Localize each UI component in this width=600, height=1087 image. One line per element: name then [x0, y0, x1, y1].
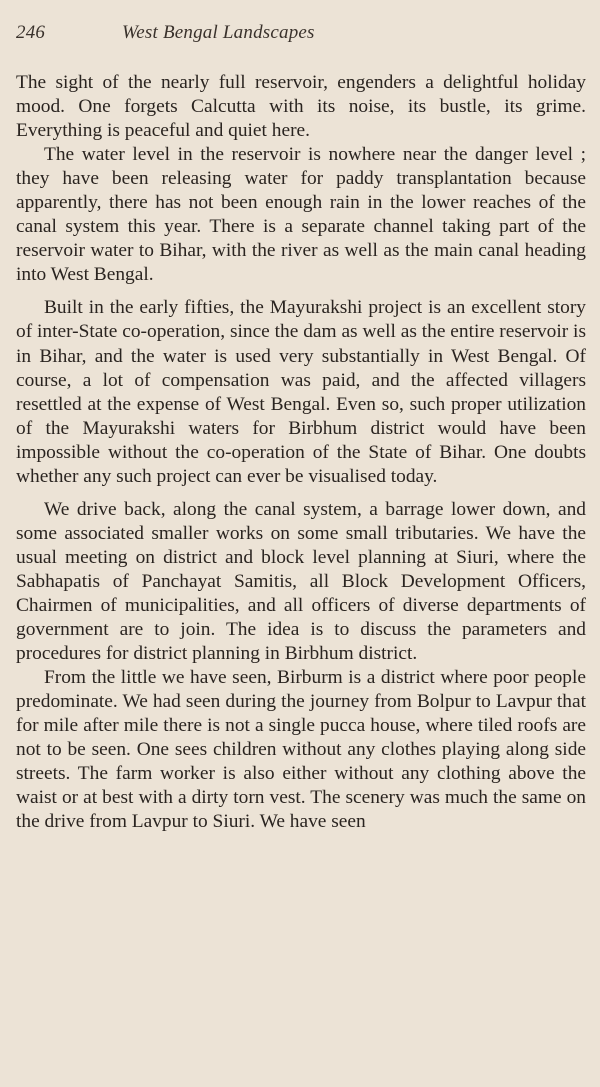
running-title: West Bengal Landscapes — [122, 22, 315, 43]
paragraph-5: From the little we have seen, Birburm is a district where poor people predominate. We had seen during the journey from Bolpur to Lavpur that for mile after mile there is not a single pucca house, where tiled roofs are not to be seen. One sees children without any clothes playing along side streets. The farm worker is also either without any clothing above the waist or at best with a dirty torn vest. The scenery was much the same on the drive from Lavpur to Siuri. We have seen — [16, 667, 586, 833]
paragraph-3: Built in the early fifties, the Mayurakshi project is an excellent story of inter-State co-operation, since the dam as well as the entire reservoir is in Bihar, and the water is used very substantially in West Bengal. Of course, a lot of compensation was paid, and the affected villagers resettled at the expense of West Bengal. Even so, such proper utilization of the Mayurakshi waters for Birbhum district would have been impossible without the co-operation of the State of Bihar. One doubts whether any such project can ever be visualised today. — [16, 297, 586, 487]
paragraph-4: We drive back, along the canal system, a barrage lower down, and some associated smaller works on some small tributaries. We have the usual meeting on district and block level planning at Siuri, where the Sabhapatis of Panchayat Samitis, all Block Development Officers, Chairmen of municipalities, and all officers of diverse departments of government are to join. The idea is to discuss the parameters and procedures for district planning in Birbhum district. — [16, 498, 586, 665]
page-number: 246 — [16, 22, 46, 43]
paragraph-1: The sight of the nearly full reservoir, engenders a delightful holiday mood. One forgets Calcutta with its noise, its bustle, its grime. Everything is peaceful and quiet here. — [16, 72, 586, 142]
running-head — [16, 22, 586, 56]
paragraph-2: The water level in the reservoir is nowhere near the danger level ; they have been releasing water for paddy transplantation because apparently, there has not been enough rain in the lower reaches of the canal system this year. There is a separate channel taking part of the reservoir water to Bihar, with the river as well as the main canal heading into West Bengal. — [16, 144, 586, 286]
body-text — [16, 71, 586, 834]
